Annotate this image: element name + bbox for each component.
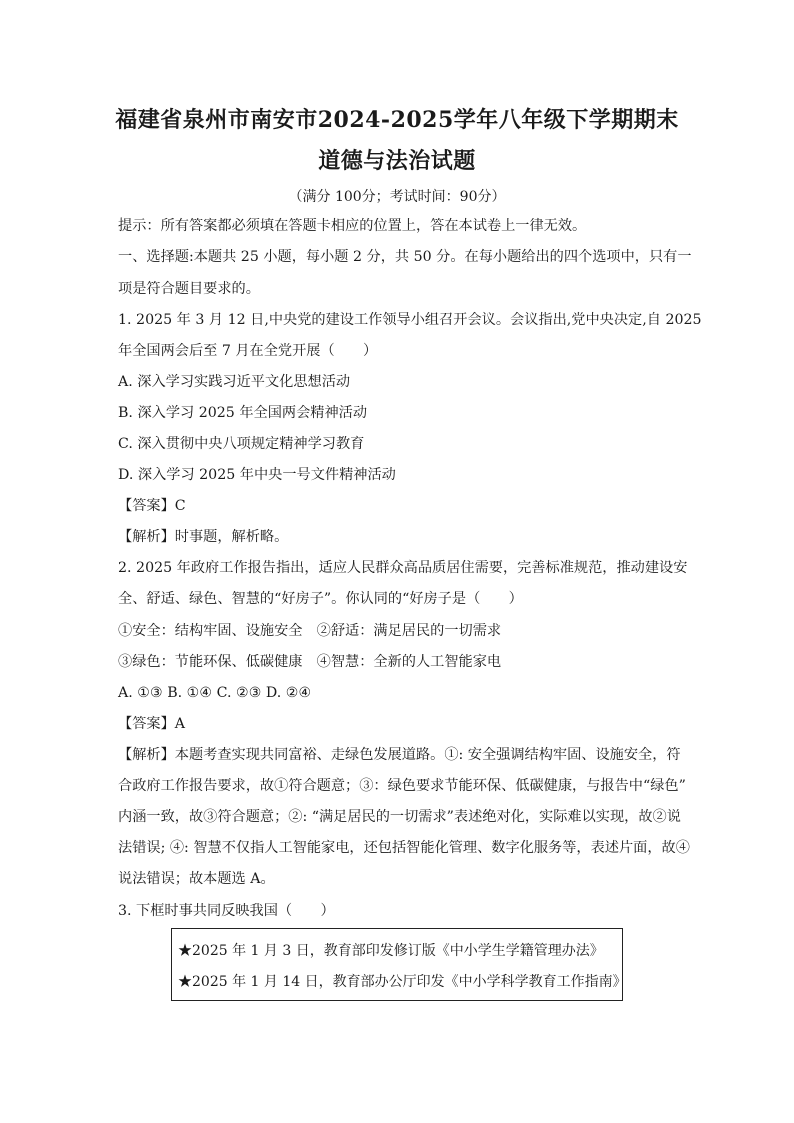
q2-item-line1: ①安全：结构牢固、设施安全 ②舒适：满足居民的一切需求	[118, 623, 502, 639]
q3-box-item1: ★2025 年 1 月 3 日，教育部印发修订版《中小学生学籍管理办法》	[178, 943, 604, 959]
q2-options: A. ①③ B. ①④ C. ②③ D. ②④	[118, 685, 312, 701]
q3-box-item2: ★2025 年 1 月 14 日，教育部办公厅印发《中小学科学教育工作指南》	[178, 974, 627, 990]
q2-analysis-line4: 法错误; ④: 智慧不仅指人工智能家电，还包括智能化管理、数字化服务等，表述片面，故④	[118, 840, 690, 856]
exam-title-line1: 福建省泉州市南安市2024-2025学年八年级下学期期末	[115, 107, 679, 133]
q2-analysis-line5: 说法错误；故本题选 A。	[118, 871, 275, 887]
q2-item-line2: ③绿色：节能环保、低碳健康 ④智慧：全新的人工智能家电	[118, 654, 502, 670]
q3-news-box	[171, 928, 627, 1001]
q2-stem-line1: 2. 2025 年政府工作报告指出，适应人民群众高品质居住需要，完善标准规范，推动建设安	[118, 560, 688, 576]
q2-analysis-line1: 【解析】本题考查实现共同富裕、走绿色发展道路。①: 安全强调结构牢固、设施安全，符	[118, 747, 681, 763]
q1-option-d: D. 深入学习 2025 年中央一号文件精神活动	[118, 467, 396, 483]
q2-stem-line2: 全、舒适、绿色、智慧的“好房子”。你认同的“好房子是（ ）	[118, 591, 523, 607]
q3-stem: 3. 下框时事共同反映我国（ ）	[118, 903, 335, 919]
q1-option-b: B. 深入学习 2025 年全国两会精神活动	[118, 405, 368, 421]
q1-option-a: A. 深入学习实践习近平文化思想活动	[118, 374, 351, 390]
q2-analysis-line3: 内涵一致，故③符合题意；②: “满足居民的一切需求”表述绝对化，实际难以实现，故②说	[118, 809, 681, 825]
q1-answer: 【答案】C	[118, 498, 186, 514]
q2-analysis-line2: 合政府工作报告要求，故①符合题意；③：绿色要求节能环保、低碳健康，与报告中“绿色”	[118, 778, 686, 794]
section1-heading-line1: 一、选择题:本题共 25 小题，每小题 2 分，共 50 分。在每小题给出的四个选项中，只有一	[118, 249, 692, 265]
section1-heading-line2: 项是符合题目要求的。	[118, 281, 260, 297]
q1-option-c: C. 深入贯彻中央八项规定精神学习教育	[118, 436, 365, 452]
q2-answer: 【答案】A	[118, 716, 185, 732]
q1-stem-line2: 年全国两会后至 7 月在全党开展（ ）	[118, 343, 378, 359]
exam-title-line2: 道德与法治试题	[318, 148, 476, 174]
instructions-tip: 提示：所有答案都必须填在答题卡相应的位置上，答在本试卷上一律无效。	[118, 218, 587, 234]
q1-stem-line1: 1. 2025 年 3 月 12 日,中央党的建设工作领导小组召开会议。会议指出,党中央决定,自 2025	[118, 312, 702, 328]
q1-analysis: 【解析】时事题，解析略。	[118, 529, 289, 545]
exam-subtitle: （满分 100分；考试时间：90分）	[288, 189, 506, 205]
